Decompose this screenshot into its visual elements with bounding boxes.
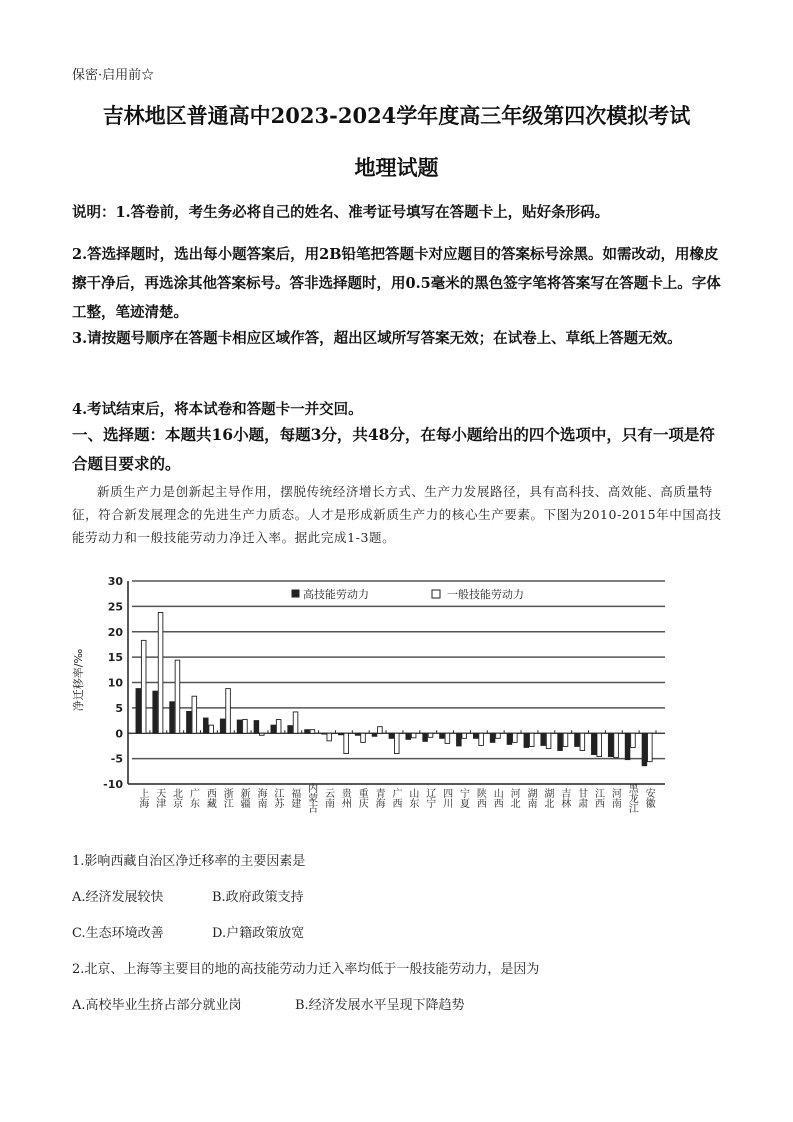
instruction-3: 3.请按题号顺序在答题卡相应区域作答，超出区域所写答案无效；在试卷上、草纸上答题无效。 [72, 330, 682, 347]
bar-general-skill [631, 733, 636, 747]
y-tick-label: -5 [110, 752, 123, 766]
bar-high-skill [170, 702, 175, 733]
x-category-label: 海南 [255, 788, 267, 808]
y-axis-label: 净迁移率/‰ [72, 648, 85, 712]
section-heading: 一、选择题：本题共16小题，每题3分，共48分，在每小题给出的四个选项中，只有一项是符合题目要求的。 [72, 425, 715, 473]
bar-high-skill [338, 733, 343, 735]
bar-high-skill [558, 733, 563, 750]
bar-high-skill [592, 733, 597, 754]
bar-high-skill [473, 733, 478, 738]
question-1-option-b[interactable]: B.政府政策支持 [212, 890, 304, 905]
bar-general-skill [445, 733, 450, 743]
bar-general-skill [293, 712, 298, 733]
bar-high-skill [423, 733, 428, 741]
x-category-label: 山东 [406, 788, 418, 808]
bar-general-skill [546, 733, 551, 748]
x-category-label: 河北 [508, 788, 520, 808]
bar-general-skill [327, 733, 332, 741]
x-category-label: 内蒙古 [305, 783, 317, 813]
y-tick-label: 5 [115, 701, 123, 715]
x-category-label: 广西 [390, 788, 401, 808]
bar-high-skill [625, 733, 630, 759]
bar-general-skill [614, 733, 619, 757]
legend-label-general-skill: 一般技能劳动力 [447, 588, 524, 601]
instruction-2: 2.答选择题时，选出每小题答案后，用2B铅笔把答题卡对应题目的答案标号涂黑。如需改动，用橡皮擦干净后，再选涂其他答案标号。答非选择题时，用0.5毫米的黑色签字笔将答案写在答题卡上。字体工整，笔迹清楚。 [72, 246, 721, 321]
bar-general-skill [158, 612, 163, 733]
x-category-label: 山西 [491, 788, 503, 808]
bar-general-skill [276, 720, 281, 734]
bar-high-skill [457, 733, 462, 746]
x-category-label: 黑龙江 [626, 783, 638, 813]
bar-high-skill [541, 733, 546, 745]
x-category-label: 宁夏 [457, 788, 469, 808]
x-category-label: 四川 [440, 788, 452, 808]
bar-high-skill [254, 721, 259, 734]
bar-general-skill [597, 733, 602, 756]
bar-high-skill [372, 733, 377, 736]
x-category-label: 西藏 [204, 788, 216, 808]
x-category-label: 甘肃 [575, 788, 587, 808]
y-tick-label: 20 [107, 625, 123, 639]
bar-general-skill [411, 733, 416, 738]
question-2-stem: 2.北京、上海等主要目的地的高技能劳动力迁入率均低于一般技能劳动力，是因为 [72, 962, 540, 977]
instruction-1: 说明：1.答卷前，考生务必将自己的姓名、准考证号填写在答题卡上，贴好条形码。 [72, 204, 610, 221]
bar-general-skill [378, 727, 383, 734]
x-category-label: 江西 [592, 788, 604, 808]
question-2-option-b[interactable]: B.经济发展水平呈现下降趋势 [295, 998, 465, 1013]
y-tick-label: 0 [115, 727, 123, 741]
bar-high-skill [575, 733, 580, 746]
bar-high-skill [288, 726, 293, 734]
bar-general-skill [344, 733, 349, 753]
bar-general-skill [175, 660, 180, 733]
bar-high-skill [136, 689, 141, 734]
bar-high-skill [440, 733, 445, 738]
y-tick-label: 10 [107, 676, 123, 690]
x-category-label: 吉林 [558, 788, 570, 808]
migration-rate-chart [70, 570, 670, 845]
question-1-stem: 1.影响西藏自治区净迁移率的主要因素是 [72, 854, 306, 869]
question-2-option-a[interactable]: A.高校毕业生挤占部分就业岗 [72, 998, 242, 1013]
bar-general-skill [462, 733, 467, 738]
bar-general-skill [479, 733, 484, 745]
y-tick-label: 15 [107, 651, 123, 665]
bar-high-skill [237, 720, 242, 733]
bar-high-skill [153, 691, 158, 733]
bar-general-skill [259, 733, 264, 735]
question-1-option-a[interactable]: A.经济发展较快 [72, 890, 164, 905]
bar-high-skill [187, 711, 192, 733]
bar-general-skill [243, 720, 248, 734]
bar-general-skill [428, 733, 433, 737]
bar-general-skill [141, 640, 146, 733]
bar-high-skill [389, 733, 394, 738]
x-category-label: 天津 [153, 788, 165, 808]
label-layer [137, 782, 655, 814]
x-category-label: 辽宁 [423, 788, 435, 808]
bar-high-skill [355, 733, 360, 735]
bar-layer [136, 612, 652, 765]
bar-general-skill [529, 733, 534, 746]
x-category-label: 贵州 [339, 788, 351, 808]
legend-swatch-high-skill [292, 590, 299, 597]
legend-label-high-skill: 高技能劳动力 [303, 588, 369, 601]
bar-high-skill [524, 733, 529, 747]
x-category-label: 福建 [288, 788, 300, 808]
reading-passage: 新质生产力是创新起主导作用，摆脱传统经济增长方式、生产力发展路径，具有高科技、高效能、高质量特征，符合新发展理念的先进生产力质态。人才是形成新质生产力的核心生产要素。下图为2010-2015年中国高技能劳动力和一般技能劳动力净迁入率。据此完成1-3题。 [72, 484, 722, 545]
x-category-label: 浙江 [221, 788, 233, 808]
bar-high-skill [406, 733, 411, 739]
bar-general-skill [496, 733, 501, 738]
x-category-label: 湖北 [541, 788, 553, 808]
x-category-label: 湖南 [524, 788, 536, 808]
bar-general-skill [310, 730, 315, 734]
x-category-label: 江苏 [271, 788, 283, 808]
y-tick-label: 25 [107, 600, 123, 614]
x-category-label: 安徽 [643, 788, 655, 808]
bar-high-skill [608, 733, 613, 756]
bar-general-skill [580, 733, 585, 750]
bar-high-skill [507, 733, 512, 744]
confidential-label: 保密·启用前☆ [72, 68, 155, 83]
subject-title: 地理试题 [354, 155, 439, 180]
bar-high-skill [322, 733, 327, 734]
chart-legend [292, 587, 524, 601]
question-1-option-d[interactable]: D.户籍政策放宽 [212, 926, 305, 941]
bar-general-skill [192, 696, 197, 733]
instruction-4: 4.考试结束后，将本试卷和答题卡一并交回。 [72, 401, 363, 418]
x-category-label: 新疆 [238, 788, 250, 808]
y-tick-label: -10 [103, 778, 123, 791]
x-category-label: 青海 [373, 788, 385, 808]
bar-general-skill [209, 725, 214, 733]
x-category-label: 云南 [322, 788, 334, 808]
x-category-label: 北京 [170, 788, 182, 808]
question-1-option-c[interactable]: C.生态环境改善 [72, 926, 164, 941]
bar-high-skill [490, 733, 495, 742]
x-category-label: 广东 [187, 788, 199, 808]
x-category-label: 河南 [609, 788, 621, 808]
bar-general-skill [226, 689, 231, 734]
bar-general-skill [513, 733, 518, 742]
exam-title: 吉林地区普通高中2023-2024学年度高三年级第四次模拟考试 [102, 103, 691, 128]
y-tick-label: 30 [107, 575, 123, 588]
x-category-label: 重庆 [356, 788, 368, 808]
bar-general-skill [563, 733, 568, 746]
legend-swatch-general-skill [432, 590, 440, 598]
bar-general-skill [394, 733, 399, 753]
bar-high-skill [642, 733, 647, 765]
x-category-label: 上海 [136, 788, 148, 808]
bar-general-skill [648, 733, 653, 761]
bar-high-skill [220, 719, 225, 733]
bar-high-skill [305, 730, 310, 734]
bar-high-skill [203, 718, 208, 733]
bar-general-skill [361, 733, 366, 742]
bar-high-skill [271, 725, 276, 733]
x-category-label: 陕西 [474, 788, 486, 808]
